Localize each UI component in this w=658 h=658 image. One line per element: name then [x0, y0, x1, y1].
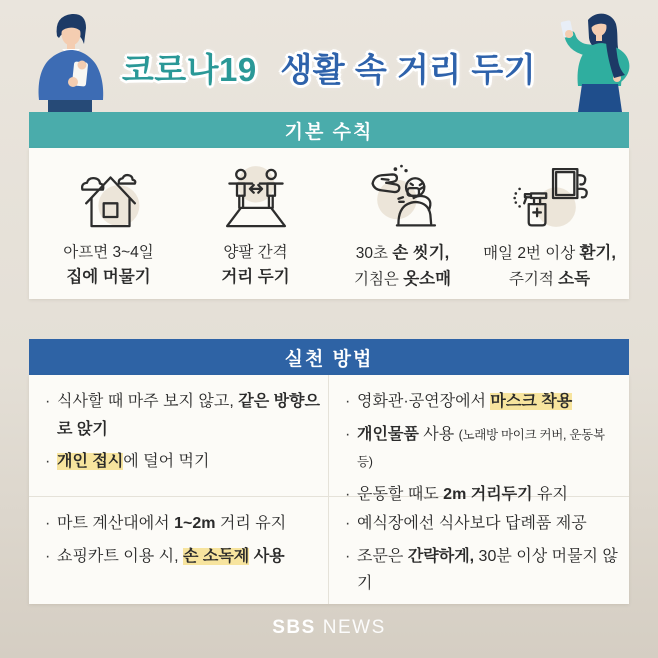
- text-segment: 아프면 3~4일: [63, 244, 154, 261]
- practice-section: [29, 339, 629, 604]
- text-segment: 영화관·공연장에서: [357, 393, 491, 410]
- caption-line-1: [483, 241, 616, 267]
- practice-panel: [29, 375, 629, 604]
- basic-rules-section: [29, 112, 629, 299]
- caption-line-2: [221, 265, 289, 291]
- text-segment: 사용: [418, 425, 459, 443]
- text-segment: 마스크 착용: [490, 393, 573, 410]
- caption-line-2: [354, 267, 451, 293]
- rule-caption: [483, 241, 616, 292]
- text-segment: 거리 유지: [215, 515, 287, 532]
- practice-cell-public-places: [329, 375, 629, 503]
- text-segment: 양팔 간격: [223, 244, 288, 261]
- text-segment: 거리 두기: [221, 268, 290, 287]
- text-segment: 소독: [558, 269, 591, 288]
- text-segment: 사용: [249, 547, 285, 565]
- text-segment: 환기,: [579, 244, 616, 262]
- text-segment: 손 씻기,: [392, 244, 450, 262]
- woman-illustration: [548, 10, 648, 112]
- rule-keep-distance: [182, 160, 329, 299]
- list-item: [344, 481, 621, 509]
- text-segment: 조문은: [357, 547, 408, 565]
- text-segment: 식사할 때 마주 보지 않고,: [57, 393, 239, 410]
- text-segment: 30분 이상 머물지 않기: [357, 547, 618, 593]
- list-item: [344, 388, 621, 416]
- text-segment: 손 소독제: [182, 547, 250, 565]
- list-item: [44, 510, 320, 538]
- text-segment: 유지: [532, 485, 568, 503]
- text-segment: 운동할 때도: [357, 485, 444, 503]
- rule-stay-home: [35, 160, 182, 299]
- text-segment: (노래방 마이크 커버, 운동복 등): [357, 427, 605, 470]
- text-segment: 집에 머물기: [66, 268, 151, 287]
- practice-cell-shopping: [29, 497, 329, 604]
- caption-line-1: [354, 241, 451, 267]
- list-item: [44, 543, 320, 571]
- text-segment: 기침은: [353, 270, 404, 288]
- sbs-logo: SBS: [272, 617, 316, 638]
- caption-line-1: [221, 241, 289, 265]
- practice-cell-family-events: [329, 497, 629, 604]
- basic-rules-panel: [29, 148, 629, 299]
- text-segment: 마트 계산대에서: [57, 515, 175, 532]
- rule-caption: [354, 241, 451, 292]
- list-item: [344, 510, 621, 538]
- text-segment: 옷소매: [403, 269, 452, 288]
- rule-caption: [63, 241, 154, 291]
- text-segment: 주기적: [508, 270, 559, 288]
- practice-heading: 실천 방법: [29, 339, 629, 375]
- text-segment: 간략하게,: [407, 547, 475, 565]
- text-segment: 개인 접시: [57, 453, 124, 471]
- list-item: [44, 448, 320, 476]
- text-segment: 에 덜어 먹기: [123, 453, 210, 471]
- caption-line-2: [483, 267, 616, 293]
- text-segment: 30초: [355, 245, 393, 262]
- caption-line-2: [63, 265, 154, 291]
- house-icon: [71, 160, 147, 236]
- text-segment: 개인물품: [357, 425, 419, 443]
- text-segment: 같은 방향으로 앉기: [57, 393, 320, 438]
- rule-ventilate: [476, 160, 623, 299]
- title-distancing: 생활 속 거리 두기: [280, 51, 537, 88]
- text-segment: 쇼핑카트 이용 시,: [57, 547, 183, 565]
- handwash-cough-icon: [365, 160, 441, 236]
- spray-ventilation-icon: [512, 160, 588, 236]
- title-covid19: 코로나19: [121, 51, 257, 88]
- basic-rules-heading: 기본 수칙: [29, 112, 629, 148]
- news-logo-text: NEWS: [322, 617, 386, 638]
- rule-caption: [221, 241, 289, 291]
- header: [0, 0, 658, 112]
- rule-wash-hands: [329, 160, 476, 299]
- text-segment: 예식장에선 식사보다 답례품 제공: [357, 515, 587, 532]
- footer: [0, 617, 658, 639]
- list-item: [344, 543, 621, 598]
- list-item: [344, 421, 621, 476]
- list-item: [44, 388, 320, 443]
- caption-line-1: [63, 241, 154, 265]
- text-segment: 2m 거리두기: [443, 485, 533, 503]
- practice-cell-dining: [29, 375, 329, 497]
- text-segment: 매일 2번 이상: [483, 245, 580, 262]
- two-people-distance-icon: [218, 160, 294, 236]
- text-segment: 1~2m: [174, 515, 216, 532]
